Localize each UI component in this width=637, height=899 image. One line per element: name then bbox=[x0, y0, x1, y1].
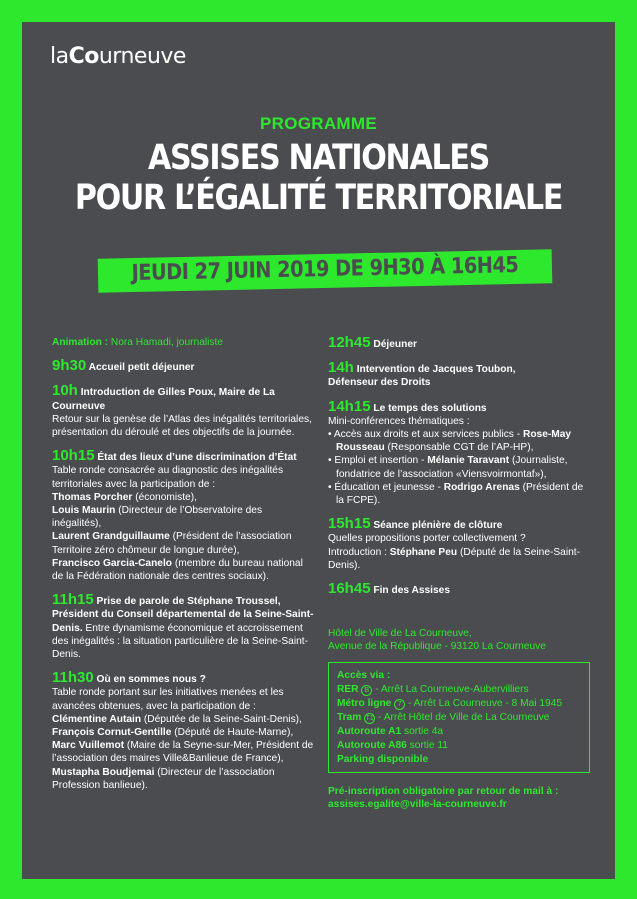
session-time: 14h15 bbox=[328, 397, 371, 415]
program-left-column bbox=[52, 336, 314, 802]
participant-name: François Cornut-Gentille bbox=[52, 727, 172, 739]
venue-name: Hôtel de Ville de La Courneuve, bbox=[328, 628, 472, 640]
session-title: Séance plénière de clôture bbox=[370, 520, 503, 532]
transport-text: - Arrêt La Courneuve-Aubervilliers bbox=[372, 683, 529, 695]
participant bbox=[52, 557, 314, 583]
participant-name: Laurent Grandguillaume bbox=[52, 531, 170, 543]
participant-role: (Journaliste, fondatrice de l’association «Viensvoirmontaf»), bbox=[336, 455, 568, 480]
program-right-column bbox=[328, 336, 590, 811]
session-16h45 bbox=[328, 582, 590, 597]
session-description: Table ronde consacrée au diagnostic des inégalités territoriales avec la participation de : bbox=[52, 465, 284, 490]
session-time: 14h bbox=[328, 359, 354, 377]
session-subtitle: Président du Conseil départemental de la Seine-Saint-Denis. bbox=[52, 609, 314, 634]
session-11h30 bbox=[52, 671, 314, 792]
session-11h15 bbox=[52, 593, 314, 661]
participant-role: (Directeur de l’Observatoire des inégalités), bbox=[52, 505, 263, 530]
participant-role: (Député de Haute-Marne), bbox=[171, 727, 294, 739]
transport-label: Autoroute A86 bbox=[337, 739, 407, 751]
bullet-item: • Accès aux droits et aux services publics - Rose-May Rousseau (Responsable CGT de l’AP-HP), bbox=[328, 429, 572, 454]
logo-text: urneuve bbox=[98, 44, 186, 69]
session-title: Introduction de Gilles Poux, Maire de La Courneuve bbox=[52, 387, 275, 412]
animation-label: Animation : bbox=[52, 337, 109, 348]
session-time: 11h15 bbox=[52, 591, 94, 609]
session-title: Le temps des solutions bbox=[370, 402, 487, 414]
bullet-item: • Éducation et jeunesse - Rodrigo Arenas (Président de la FCPE). bbox=[328, 481, 584, 507]
participant-name: Francisco Garcia-Canelo bbox=[52, 557, 173, 569]
session-title: Intervention de Jacques Toubon, bbox=[353, 364, 516, 376]
programme-label: PROGRAMME bbox=[260, 114, 377, 133]
session-description bbox=[52, 608, 314, 661]
session-14h15 bbox=[328, 397, 590, 508]
participant-role: (économiste), bbox=[132, 491, 197, 503]
session-text: Entre dynamisme économique et accroissement des inégalités : la situation particulière de la Seine-Saint-Denis. bbox=[52, 622, 308, 661]
parking-info: Parking disponible bbox=[337, 753, 429, 765]
metro-line-icon: 7 bbox=[394, 699, 405, 710]
transport-text: - Arrêt Hôtel de Ville de La Courneuve bbox=[375, 711, 550, 723]
transport-text: - Arrêt La Courneuve - 8 Mai 1945 bbox=[405, 697, 563, 709]
session-description: Table ronde portant sur les initiatives menées et les avancées obtenues, avec la participation de : bbox=[52, 687, 284, 712]
transport-label: RER bbox=[337, 683, 359, 695]
transport-label: Tram bbox=[337, 711, 362, 723]
participant bbox=[52, 504, 314, 530]
participant bbox=[52, 739, 314, 765]
session-time: 12h45 bbox=[328, 334, 371, 351]
participant-role: (Directeur de l’association Profession banlieue). bbox=[52, 766, 275, 791]
session-title: Déjeuner bbox=[370, 339, 417, 350]
access-tram bbox=[337, 711, 581, 725]
poster bbox=[22, 22, 615, 879]
participant bbox=[52, 726, 314, 739]
pre-registration-text: Pré-inscription obligatoire par retour de mail à : bbox=[328, 785, 559, 797]
participant-role: (Président de l’association Territoire zéro chômeur de longue durée), bbox=[52, 531, 292, 556]
access-title: Accès via : bbox=[337, 669, 391, 681]
session-title: Accueil petit déjeuner bbox=[86, 362, 195, 374]
access-box bbox=[328, 662, 590, 773]
bullet-item: • Emploi et insertion - Mélanie Taravant (Journaliste, fondatrice de l’association «Viensvoirmontaf»), bbox=[328, 455, 568, 480]
transport-text: sortie 11 bbox=[406, 739, 448, 751]
session-description: Retour sur la genèse de l’Atlas des inégalités territoriales, présentation du déroulé et des objectifs de la journée. bbox=[52, 413, 312, 439]
participant bbox=[52, 713, 314, 726]
rer-line-icon: B bbox=[361, 685, 372, 696]
session-12h45 bbox=[328, 336, 590, 351]
session-subtitle: Défenseur des Droits bbox=[328, 377, 431, 389]
transport-text: sortie 4a bbox=[401, 725, 444, 737]
pre-registration bbox=[328, 785, 590, 811]
participant-name: Stéphane Peu bbox=[389, 546, 458, 558]
session-time: 15h15 bbox=[328, 515, 371, 533]
participant-name: Mélanie Taravant bbox=[427, 455, 510, 467]
venue-address bbox=[328, 627, 590, 653]
logo-text-bold: Co bbox=[68, 44, 99, 69]
access-metro bbox=[337, 697, 581, 711]
session-time: 16h45 bbox=[328, 580, 371, 598]
participant-name: Marc Vuillemot bbox=[52, 740, 125, 752]
session-14h bbox=[328, 361, 590, 389]
participant-name: Mustapha Boudjemai bbox=[52, 766, 155, 778]
participant-role: (Députée de la Seine-Saint-Denis), bbox=[141, 713, 302, 725]
participant bbox=[52, 530, 314, 556]
participant-name: Clémentine Autain bbox=[52, 713, 142, 725]
venue-street: Avenue de la République - 93120 La Courneuve bbox=[328, 641, 546, 653]
participant-role: (Maire de la Seyne-sur-Mer, Président de l’association des maires Ville&Banlieue de France), bbox=[52, 740, 314, 765]
title-line: ASSISES NATIONALES bbox=[147, 138, 490, 178]
session-time: 10h15 bbox=[52, 447, 95, 465]
access-rer bbox=[337, 683, 581, 697]
transport-label: Autoroute A1 bbox=[337, 725, 402, 737]
session-title: Où en sommes nous ? bbox=[93, 674, 206, 686]
bullet-topic: Emploi et insertion - bbox=[334, 455, 428, 467]
title-line: POUR L’ÉGALITÉ TERRITORIALE bbox=[74, 178, 563, 218]
transport-label: Métro ligne bbox=[337, 697, 392, 709]
bullet-topic: Accès aux droits et aux services publics - bbox=[333, 429, 523, 441]
participant bbox=[52, 766, 314, 792]
participant-name: Louis Maurin bbox=[52, 505, 116, 517]
introduction-line bbox=[328, 546, 590, 572]
participant-name: Rose-May Rousseau bbox=[336, 429, 572, 454]
session-9h30 bbox=[52, 359, 314, 374]
animation-value: Nora Hamadi, journaliste bbox=[108, 337, 223, 348]
session-time: 11h30 bbox=[52, 669, 94, 687]
participant-name: Thomas Porcher bbox=[52, 491, 133, 503]
participant bbox=[52, 491, 314, 504]
bullet-topic: Éducation et jeunesse - bbox=[334, 481, 444, 493]
session-title: État des lieux d’une discrimination d’État bbox=[94, 452, 297, 464]
header bbox=[22, 114, 615, 218]
animation-line bbox=[52, 336, 314, 349]
event-date: JEUDI 27 JUIN 2019 DE 9H30 À 16H45 bbox=[131, 252, 519, 287]
la-courneuve-logo bbox=[50, 44, 186, 69]
access-a86 bbox=[337, 739, 581, 753]
participant-role: (Président de la FCPE). bbox=[336, 481, 584, 507]
registration-email-link[interactable]: assises.egalite@ville-la-courneuve.fr bbox=[328, 798, 507, 810]
access-a1 bbox=[337, 725, 581, 739]
session-title: Fin des Assises bbox=[370, 585, 451, 597]
tram-line-icon: T1 bbox=[365, 714, 374, 722]
participant-role: (membre du bureau national de la Fédération nationale des centres sociaux). bbox=[52, 557, 303, 583]
participant-name: Rodrigo Arenas bbox=[443, 481, 520, 493]
session-description: Quelles propositions porter collectivement ? bbox=[328, 533, 526, 545]
session-description: Mini-conférences thématiques : bbox=[328, 415, 470, 427]
logo-text: la bbox=[50, 44, 69, 69]
event-title bbox=[64, 138, 574, 218]
intro-label: Introduction : bbox=[328, 546, 390, 558]
session-10h bbox=[52, 384, 314, 439]
session-time: 10h bbox=[52, 382, 78, 400]
session-title: Prise de parole de Stéphane Troussel, bbox=[93, 596, 281, 608]
participant-role: (Responsable CGT de l’AP-HP), bbox=[384, 442, 534, 454]
participant-role: (Député de la Seine-Saint-Denis). bbox=[328, 546, 580, 571]
session-time: 9h30 bbox=[52, 357, 87, 375]
session-10h15 bbox=[52, 449, 314, 583]
session-15h15 bbox=[328, 517, 590, 572]
